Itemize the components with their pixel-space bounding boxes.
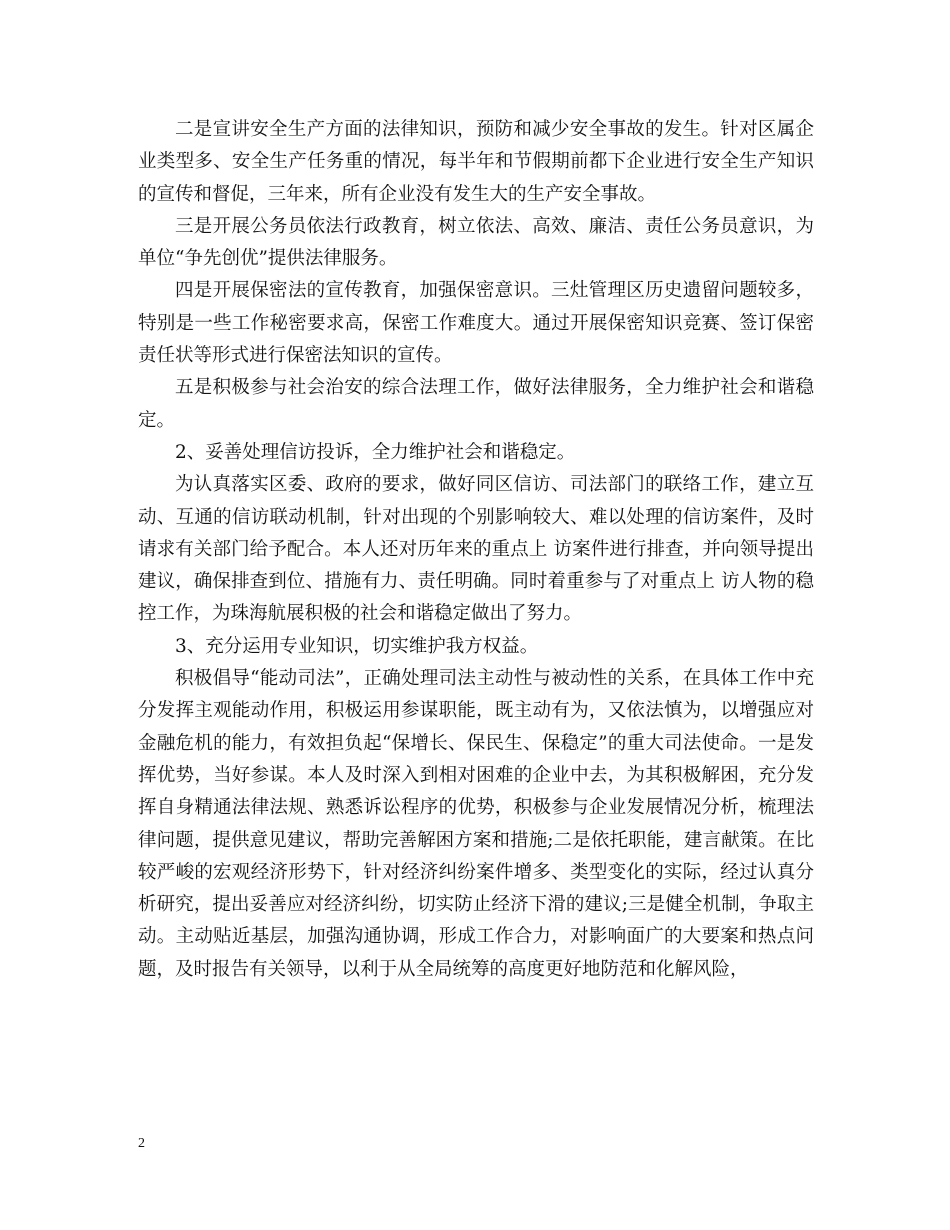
paragraph-4: 五是积极参与社会治安的综合法理工作，做好法律服务，全力维护社会和谐稳定。 <box>138 377 814 431</box>
body-text <box>138 114 814 986</box>
paragraph-3: 四是开展保密法的宣传教育，加强保密意识。三灶管理区历史遗留问题较多，特别是一些工作秘密要求高，保密工作难度大。通过开展保密知识竞赛、签订保密责任状等形式进行保密法知识的宣传。 <box>138 280 814 367</box>
section-heading-3: 3、充分运用专业知识，切实维护我方权益。 <box>175 635 539 657</box>
paragraph-6: 为认真落实区委、政府的要求，做好同区信访、司法部门的联络工作，建立互动、互通的信访联动机制，针对出现的个别影响较大、难以处理的信访案件，及时请求有关部门给予配合。本人还对历年来的重点上 访案件进行排查，并向领导提出建议，确保排查到位、措施有力、责任明确。同时着重参与了对重点上 访人物的稳控工作，为珠海航展积极的社会和谐稳定做出了努力。 <box>138 474 814 625</box>
section-heading-2: 2、妥善处理信访投诉，全力维护社会和谐稳定。 <box>175 441 576 463</box>
paragraph-2: 三是开展公务员依法行政教育，树立依法、高效、廉洁、责任公务员意识，为单位“争先创优”提供法律服务。 <box>138 215 814 270</box>
paragraph-1: 二是宣讲安全生产方面的法律知识，预防和减少安全事故的发生。针对区属企业类型多、安全生产任务重的情况，每半年和节假期前都下企业进行安全生产知识的宣传和督促，三年来，所有企业没有发生大的生产安全事故。 <box>138 119 814 205</box>
page-number: 2 <box>138 1136 145 1151</box>
paragraph-8: 积极倡导“能动司法”，正确处理司法主动性与被动性的关系，在具体工作中充分发挥主观能动作用，积极运用参谋职能，既主动有为，又依法慎为，以增强应对金融危机的能力，有效担负起“保增长、保民生、保稳定”的重大司法使命。一是发挥优势，当好参谋。本人及时深入到相对困难的企业中去，为其积极解困，充分发挥自身精通法律法规、熟悉诉讼程序的优势，积极参与企业发展情况分析，梳理法律问题，提供意见建议，帮助完善解困方案和措施;二是依托职能，建言献策。在比较严峻的宏观经济形势下，针对经济纠纷案件增多、类型变化的实际，经过认真分析研究，提出妥善应对经济纠纷，切实防止经济下滑的建议;三是健全机制，争取主动。主动贴近基层，加强沟通协调，形成工作合力，对影响面广的大要案和热点问题，及时报告有关领导，以利于从全局统筹的高度更好地防范和化解风险， <box>138 668 814 980</box>
